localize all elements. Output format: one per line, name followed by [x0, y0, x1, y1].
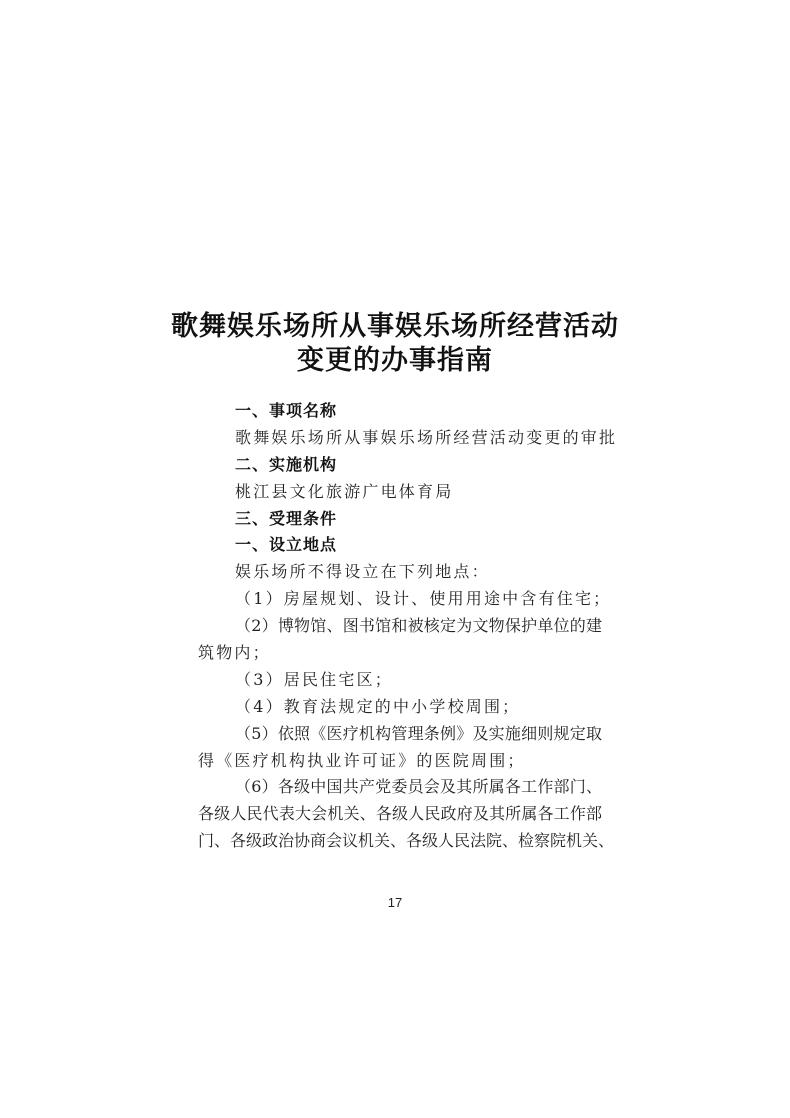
section-heading: 二、实施机构 [235, 454, 338, 474]
list-item: （1）房屋规划、设计、使用用途中含有住宅； [235, 589, 612, 609]
subsection-heading: 一、设立地点 [235, 535, 338, 555]
list-item: （3）居民住宅区； [235, 669, 393, 689]
list-item-continued: 筑物内； [198, 643, 271, 663]
paragraph: 歌舞娱乐场所从事娱乐场所经营活动变更的审批 [235, 427, 618, 447]
list-item: （4）教育法规定的中小学校周围； [235, 696, 521, 716]
list-item: （2）博物馆、图书馆和被核定为文物保护单位的建 [235, 616, 602, 636]
list-item-continued: 得《医疗机构执业许可证》的医院周围； [198, 750, 526, 770]
page-number: 17 [387, 895, 403, 910]
list-item-continued: 门、各级政治协商会议机关、各级人民法院、检察院机关、 [198, 831, 615, 851]
list-item: （5）依照《医疗机构管理条例》及实施细则规定取 [235, 723, 602, 743]
page-title-line-2: 变更的办事指南 [297, 345, 493, 376]
list-item-continued: 各级人民代表大会机关、各级人民政府及其所属各工作部 [198, 804, 602, 824]
section-heading: 一、事项名称 [235, 401, 338, 420]
list-item: （6）各级中国共产党委员会及其所属各工作部门、 [235, 777, 602, 797]
paragraph: 桃江县文化旅游广电体育局 [235, 481, 454, 501]
paragraph: 娱乐场所不得设立在下列地点： [235, 562, 490, 582]
page-title-line-1: 歌舞娱乐场所从事娱乐场所经营活动 [171, 311, 619, 342]
document-body [198, 398, 618, 855]
section-heading: 三、受理条件 [235, 508, 338, 528]
